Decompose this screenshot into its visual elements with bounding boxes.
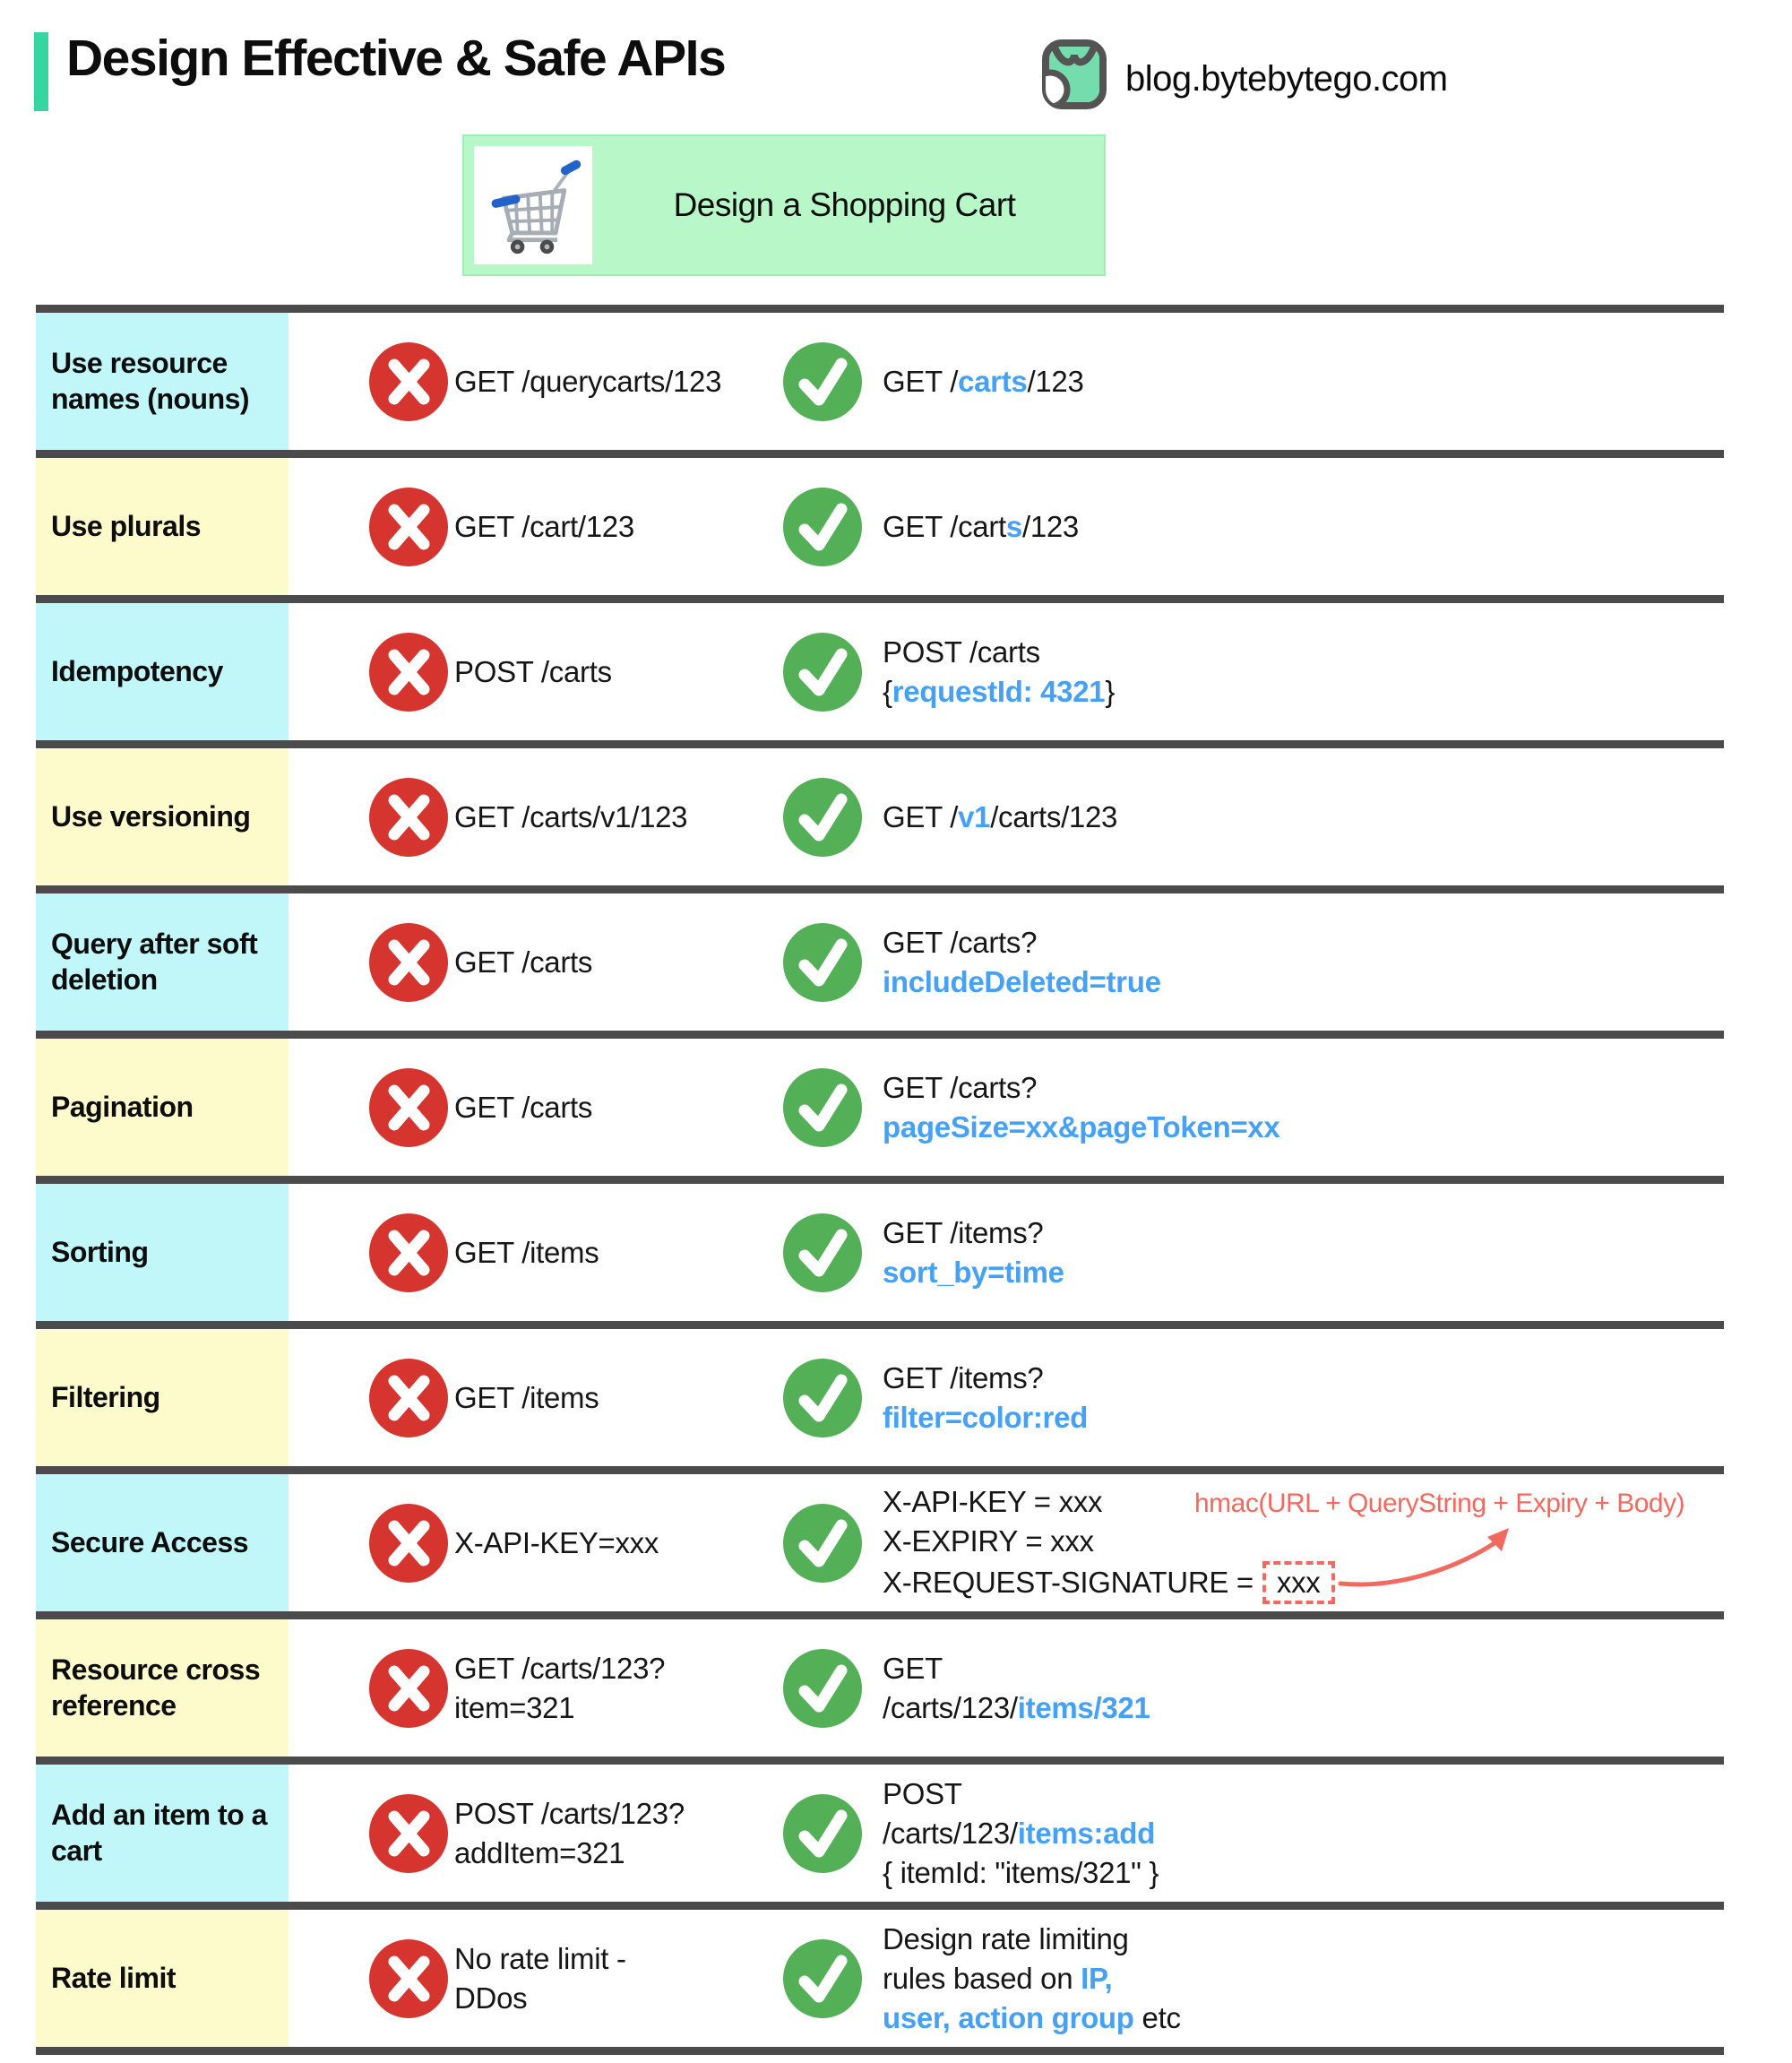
- table-row: [36, 748, 1724, 885]
- shopping-cart-icon: [481, 153, 585, 257]
- cross-icon: [367, 776, 450, 859]
- code-line: POST: [883, 1776, 962, 1810]
- table-row: [36, 1039, 1724, 1176]
- title-accent-bar: [34, 32, 48, 111]
- good-example: [883, 633, 1115, 712]
- cross-icon: [367, 921, 450, 1004]
- row-separator: [36, 885, 1724, 893]
- cross-icon: [367, 1647, 450, 1730]
- row-separator: [36, 740, 1724, 748]
- code-line: item=321: [454, 1690, 575, 1724]
- bad-example: [454, 362, 721, 401]
- row-separator: [36, 1466, 1724, 1474]
- bad-example: [454, 507, 634, 547]
- good-example: [883, 1774, 1159, 1893]
- table-row: [36, 1910, 1724, 2047]
- check-icon: [781, 776, 864, 859]
- good-example: [883, 507, 1079, 547]
- code-line: GET /v1/carts/123: [883, 799, 1118, 833]
- cross-icon: [367, 1938, 450, 2020]
- check-icon: [781, 921, 864, 1004]
- signature-dashed-box: xxx: [1262, 1561, 1335, 1604]
- cross-icon: [367, 486, 450, 568]
- check-icon: [781, 1066, 864, 1149]
- code-line: POST /carts: [454, 654, 612, 688]
- banner: [462, 134, 1106, 276]
- code-line: GET /carts/v1/123: [454, 799, 688, 833]
- cross-icon: [367, 631, 450, 713]
- row-label: Secure Access: [36, 1474, 289, 1611]
- bad-example: [454, 1939, 626, 2018]
- code-line: GET /items?: [883, 1360, 1044, 1394]
- good-example: [883, 1920, 1181, 2038]
- bad-example: [454, 1524, 659, 1563]
- code-line: rules based on IP,: [883, 1961, 1113, 1995]
- table-row: [36, 1619, 1724, 1757]
- row-label: Rate limit: [36, 1910, 289, 2047]
- cross-icon: [367, 1066, 450, 1149]
- good-example: [883, 1213, 1064, 1292]
- good-example: [883, 1068, 1279, 1147]
- table-row: [36, 1765, 1724, 1902]
- bad-example: [454, 1378, 599, 1418]
- row-separator: [36, 1031, 1724, 1039]
- cross-icon: [367, 1357, 450, 1439]
- check-icon: [781, 1647, 864, 1730]
- row-label: Idempotency: [36, 603, 289, 740]
- code-line: sort_by=time: [883, 1255, 1064, 1289]
- check-icon: [781, 631, 864, 713]
- bad-example: [454, 798, 687, 837]
- table-row: [36, 1474, 1724, 1611]
- row-separator: [36, 1321, 1724, 1329]
- code-line: Design rate limiting: [883, 1921, 1129, 1955]
- code-line: GET: [883, 1651, 943, 1685]
- row-separator: [36, 305, 1724, 313]
- table-row: [36, 1184, 1724, 1321]
- row-separator: [36, 2047, 1724, 2055]
- bytebytego-logo-icon: [1038, 36, 1111, 113]
- bad-example: [454, 1088, 592, 1127]
- code-line: user, action group etc: [883, 2000, 1181, 2034]
- code-line: DDos: [454, 1981, 528, 2015]
- good-example: [883, 1359, 1088, 1437]
- bad-example: [454, 1794, 685, 1873]
- code-line: No rate limit -: [454, 1941, 626, 1975]
- row-label: Use versioning: [36, 748, 289, 885]
- code-line: /carts/123/items:add: [883, 1816, 1155, 1850]
- code-line: GET /items: [454, 1380, 599, 1414]
- brand-url: blog.bytebytego.com: [1125, 59, 1448, 99]
- good-example: [883, 798, 1117, 837]
- check-icon: [781, 486, 864, 568]
- row-label: Filtering: [36, 1329, 289, 1466]
- code-line: GET /carts/123: [883, 509, 1079, 543]
- code-line: GET /carts: [454, 945, 593, 979]
- code-line: GET /items: [454, 1235, 599, 1269]
- code-line: GET /carts/123?: [454, 1651, 666, 1685]
- bad-example: [454, 943, 592, 982]
- check-icon: [781, 1502, 864, 1584]
- code-line: pageSize=xx&pageToken=xx: [883, 1109, 1280, 1144]
- code-line: X-API-KEY = xxx: [883, 1484, 1103, 1518]
- cart-image-box: [474, 146, 592, 264]
- table-row: [36, 313, 1724, 450]
- check-icon: [781, 341, 864, 423]
- code-line: /carts/123/items/321: [883, 1690, 1150, 1724]
- code-line: X-API-KEY=xxx: [454, 1525, 659, 1559]
- code-line: { itemId: "items/321" }: [883, 1855, 1159, 1889]
- cross-icon: [367, 1792, 450, 1875]
- row-separator: [36, 1902, 1724, 1910]
- code-line: POST /carts/123?: [454, 1796, 685, 1830]
- cross-icon: [367, 1212, 450, 1294]
- row-separator: [36, 595, 1724, 603]
- bad-example: [454, 1649, 665, 1728]
- check-icon: [781, 1792, 864, 1875]
- row-separator: [36, 1176, 1724, 1184]
- code-line: addItem=321: [454, 1835, 625, 1869]
- check-icon: [781, 1938, 864, 2020]
- table-row: [36, 1329, 1724, 1466]
- good-example: [883, 1649, 1150, 1728]
- good-example: [883, 923, 1161, 1002]
- row-label: Add an item to a cart: [36, 1765, 289, 1902]
- row-label: Sorting: [36, 1184, 289, 1321]
- banner-title: Design a Shopping Cart: [673, 186, 1016, 223]
- row-separator: [36, 1611, 1724, 1619]
- code-line: GET /carts: [454, 1090, 593, 1124]
- row-label: Use plurals: [36, 458, 289, 595]
- table-row: [36, 603, 1724, 740]
- row-separator: [36, 450, 1724, 458]
- check-icon: [781, 1212, 864, 1294]
- code-line: GET /carts?: [883, 925, 1038, 959]
- cross-icon: [367, 1502, 450, 1584]
- api-table: [36, 305, 1724, 2055]
- code-line: POST /carts: [883, 634, 1040, 669]
- bad-example: [454, 652, 612, 692]
- cross-icon: [367, 341, 450, 423]
- page-title: Design Effective & Safe APIs: [66, 30, 726, 87]
- annotation-arrow-icon: [1333, 1524, 1521, 1600]
- code-line: X-EXPIRY = xxx: [883, 1524, 1094, 1558]
- code-line: includeDeleted=true: [883, 964, 1161, 998]
- table-row: [36, 893, 1724, 1031]
- code-line: {requestId: 4321}: [883, 674, 1116, 708]
- row-label: Query after soft deletion: [36, 893, 289, 1031]
- row-label: Pagination: [36, 1039, 289, 1176]
- row-label: Use resource names (nouns): [36, 313, 289, 450]
- code-line: GET /items?: [883, 1215, 1044, 1249]
- bad-example: [454, 1233, 599, 1273]
- code-line: X-REQUEST-SIGNATURE = xxx: [883, 1561, 1335, 1604]
- row-separator: [36, 1757, 1724, 1765]
- row-label: Resource cross reference: [36, 1619, 289, 1757]
- check-icon: [781, 1357, 864, 1439]
- code-line: GET /querycarts/123: [454, 364, 722, 398]
- code-line: GET /cart/123: [454, 509, 634, 543]
- code-line: GET /carts/123: [883, 364, 1084, 398]
- code-line: GET /carts?: [883, 1070, 1038, 1104]
- code-line: filter=color:red: [883, 1400, 1089, 1434]
- table-row: [36, 458, 1724, 595]
- good-example: [883, 362, 1084, 401]
- hmac-annotation: hmac(URL + QueryString + Expiry + Body): [1194, 1489, 1685, 1518]
